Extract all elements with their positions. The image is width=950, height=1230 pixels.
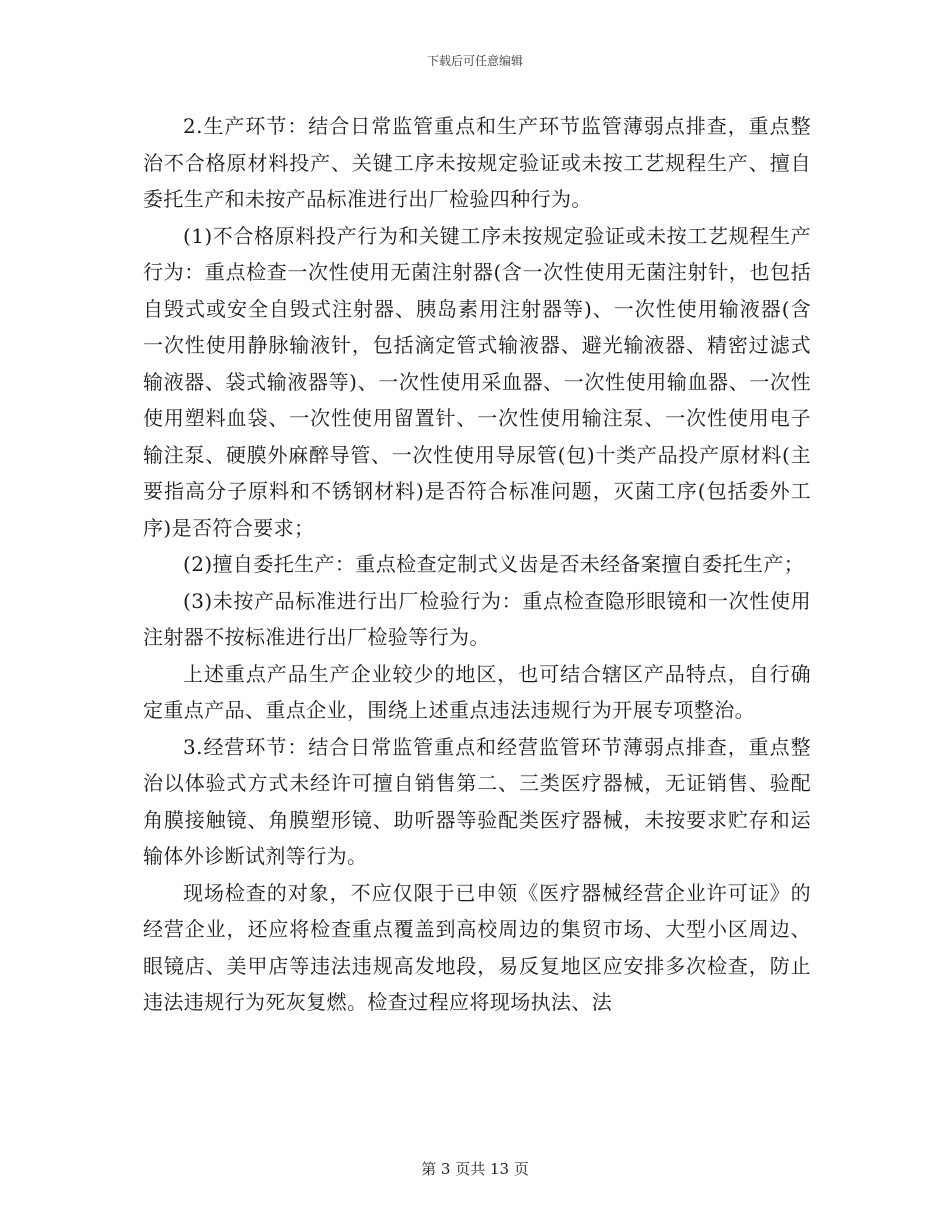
document-body: [143, 108, 811, 1021]
paragraph-factory-inspection: (3)未按产品标准进行出厂检验行为：重点检查隐形眼镜和一次性使用注射器不按标准进行出厂检验等行为。: [143, 588, 811, 649]
paragraph-unauthorized-outsourcing: (2)擅自委托生产：重点检查定制式义齿是否未经备案擅自委托生产；: [183, 552, 805, 576]
paragraph-distribution-stage: 3.经营环节：结合日常监管重点和经营监管环节薄弱点排查，重点整治以体验式方式未经许可擅自销售第二、三类医疗器械，无证销售、验配角膜接触镜、角膜塑形镜、助听器等验配类医疗器械，未按要求贮存和运输体外诊断试剂等行为。: [143, 734, 811, 868]
page-header: 下载后可任意编辑: [426, 54, 523, 68]
paragraph-unqualified-materials: (1)不合格原料投产行为和关键工序未按规定验证或未按工艺规程生产行为：重点检查一次性使用无菌注射器(含一次性使用无菌注射针，也包括自毁式或安全自毁式注射器、胰岛素用注射器等)、一次性使用输液器(含一次性使用静脉输液针，包括滴定管式输液器、避光输液器、精密过滤式输液器、袋式输液器等)、一次性使用采血器、一次性使用输血器、一次性使用塑料血袋、一次性使用留置针、一次性使用输注泵、一次性使用电子输注泵、硬膜外麻醉导管、一次性使用导尿管(包)十类产品投产原材料(主要指高分子原料和不锈钢材料)是否符合标准问题，灭菌工序(包括委外工序)是否符合要求；: [143, 223, 811, 540]
paragraph-inspection-targets: 现场检查的对象，不应仅限于已申领《医疗器械经营企业许可证》的经营企业，还应将检查重点覆盖到高校周边的集贸市场、大型小区周边、眼镜店、美甲店等违法违规高发地段，易反复地区应安排多次检查，防止违法违规行为死灰复燃。检查过程应将现场执法、法: [143, 880, 811, 1014]
page-number: 第 3 页共 13 页: [421, 1160, 529, 1178]
paragraph-regional-focus: 上述重点产品生产企业较少的地区，也可结合辖区产品特点，自行确定重点产品、重点企业，围绕上述重点违法违规行为开展专项整治。: [143, 661, 811, 722]
paragraph-production-stage: 2.生产环节：结合日常监管重点和生产环节监管薄弱点排查，重点整治不合格原材料投产、关键工序未按规定验证或未按工艺规程生产、擅自委托生产和未按产品标准进行出厂检验四种行为。: [143, 114, 811, 211]
